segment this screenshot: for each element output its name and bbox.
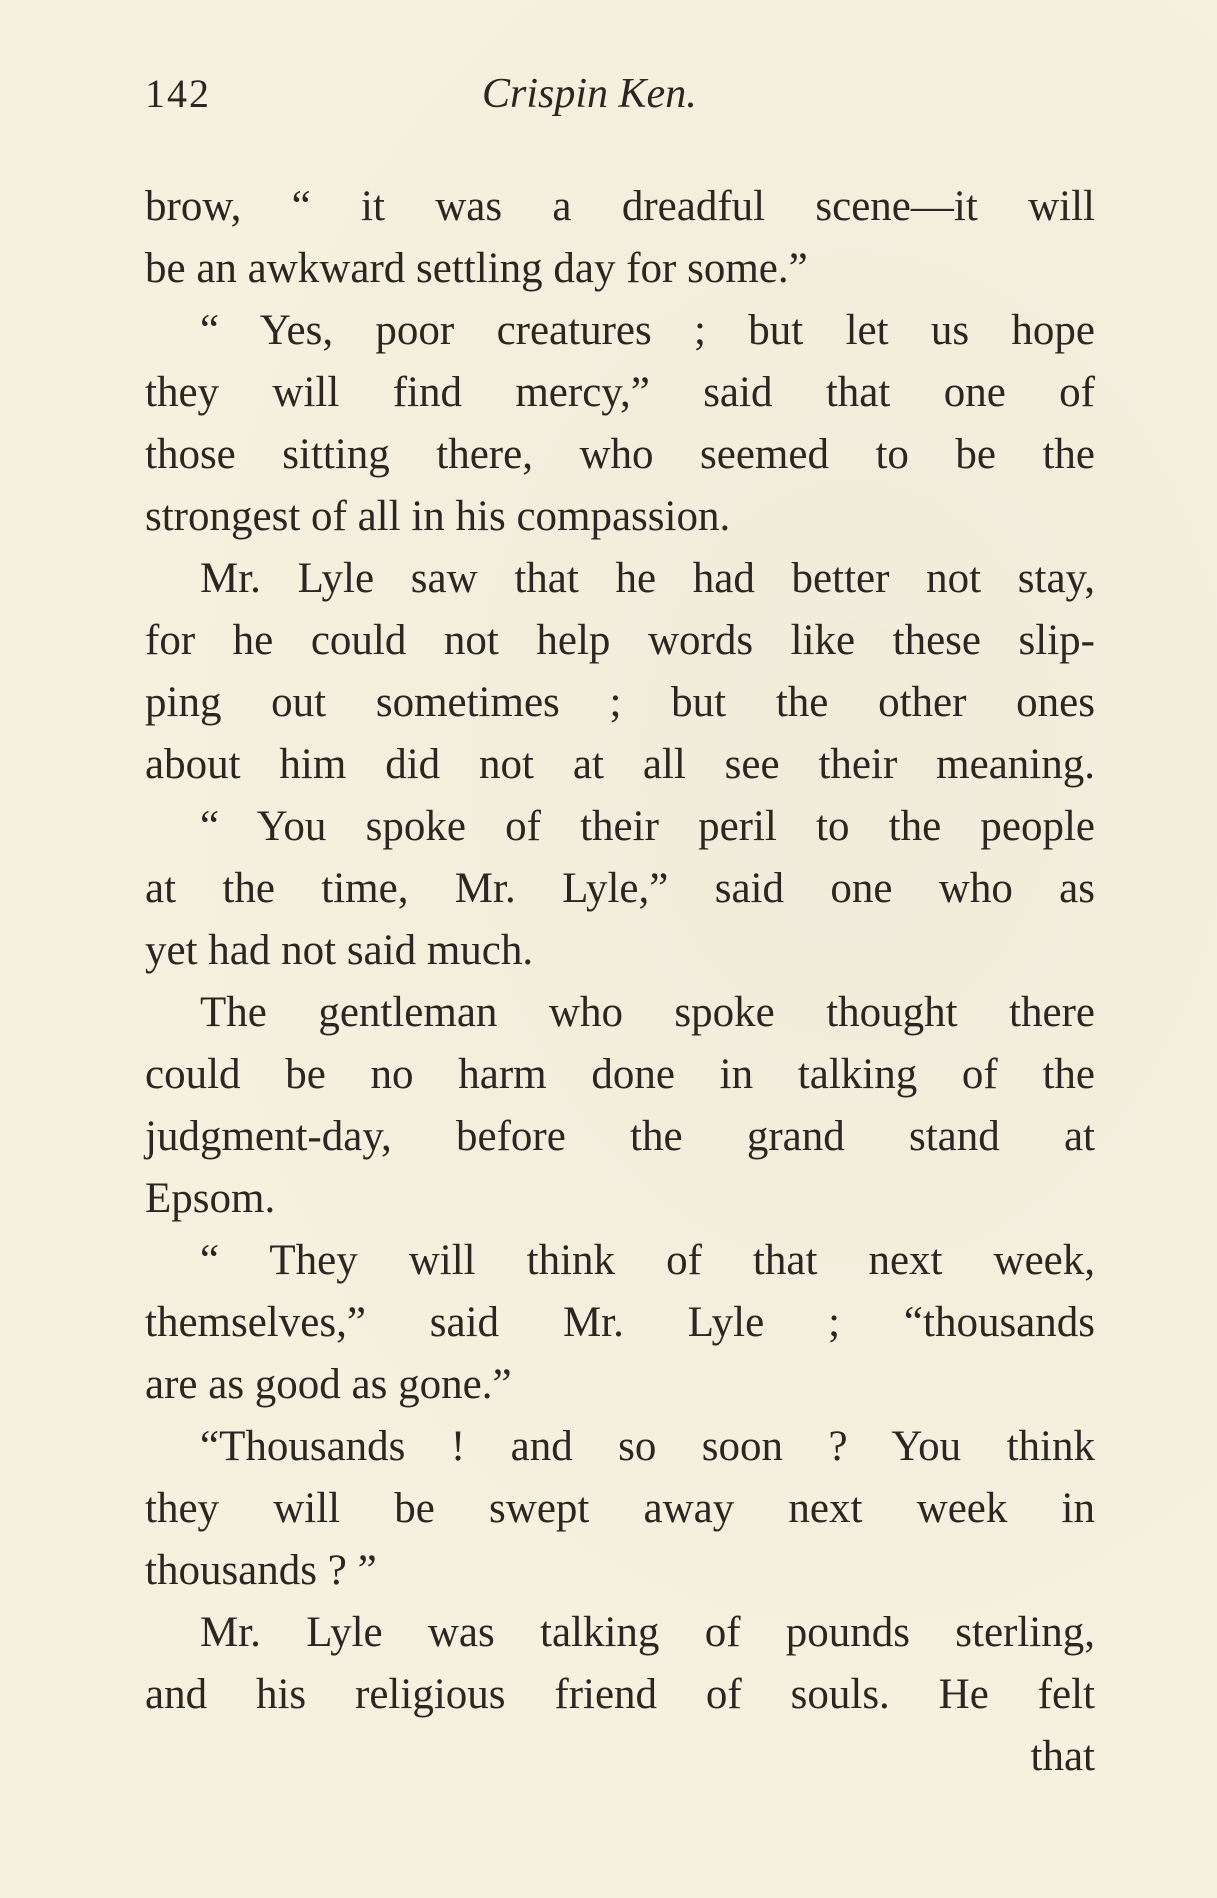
text-line: Mr. Lyle saw that he had better not stay, bbox=[200, 555, 1095, 602]
text-line: Epsom. bbox=[145, 1175, 276, 1222]
text-line: “ You spoke of their peril to the people bbox=[200, 803, 1095, 850]
text-line: “ Yes, poor creatures ; but let us hope bbox=[200, 307, 1095, 354]
catchword: that bbox=[1030, 1733, 1095, 1780]
text-line: about him did not at all see their meaning. bbox=[145, 741, 1095, 788]
text-line: ping out sometimes ; but the other ones bbox=[145, 679, 1095, 726]
running-title: Crispin Ken. bbox=[482, 71, 697, 117]
text-line: those sitting there, who seemed to be the bbox=[145, 431, 1095, 478]
text-line: yet had not said much. bbox=[145, 927, 534, 974]
text-line: “ They will think of that next week, bbox=[200, 1237, 1095, 1284]
text-line: at the time, Mr. Lyle,” said one who as bbox=[145, 865, 1095, 912]
body-text bbox=[145, 176, 1095, 1788]
text-line: for he could not help words like these slip- bbox=[145, 617, 1095, 664]
text-line: thousands ? ” bbox=[145, 1547, 377, 1594]
text-line: themselves,” said Mr. Lyle ; “thousands bbox=[145, 1299, 1095, 1346]
text-line: strongest of all in his compassion. bbox=[145, 493, 731, 540]
text-line: they will find mercy,” said that one of bbox=[145, 369, 1095, 416]
text-line: and his religious friend of souls. He felt bbox=[145, 1671, 1095, 1718]
text-line: are as good as gone.” bbox=[145, 1361, 512, 1408]
running-head bbox=[145, 70, 1095, 130]
page-number: 142 bbox=[145, 71, 211, 116]
text-line: Mr. Lyle was talking of pounds sterling, bbox=[200, 1609, 1095, 1656]
text-line: judgment-day, before the grand stand at bbox=[145, 1113, 1095, 1160]
text-line: “Thousands ! and so soon ? You think bbox=[200, 1423, 1095, 1470]
text-line: brow, “ it was a dreadful scene—it will bbox=[145, 183, 1095, 230]
text-line: could be no harm done in talking of the bbox=[145, 1051, 1095, 1098]
text-line: be an awkward settling day for some.” bbox=[145, 245, 808, 292]
text-line: they will be swept away next week in bbox=[145, 1485, 1095, 1532]
text-line: The gentleman who spoke thought there bbox=[200, 989, 1095, 1036]
